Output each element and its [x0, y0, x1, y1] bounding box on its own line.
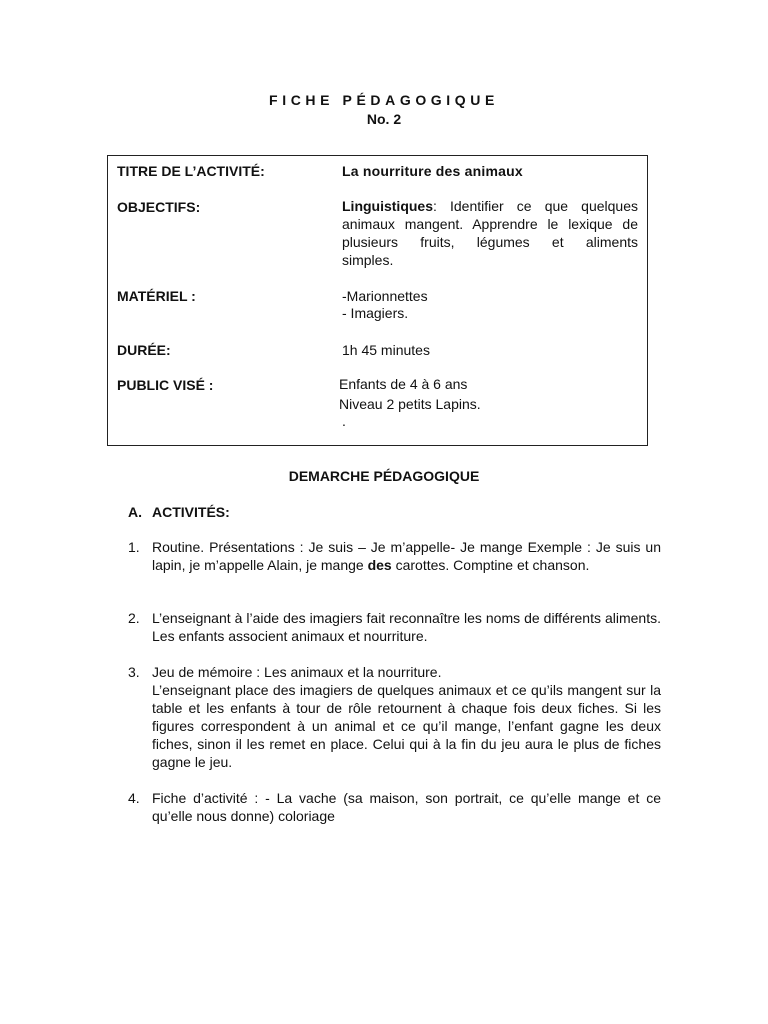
objectifs-bold: Linguistiques [342, 198, 433, 214]
list-item-3 [128, 663, 661, 771]
section-a-heading [128, 503, 230, 521]
item-1-bold: des [367, 557, 392, 573]
section-a-label: ACTIVITÉS: [152, 504, 230, 520]
objectifs-text-1: : Identifier ce que quelques [433, 198, 638, 214]
list-item-4 [128, 789, 661, 825]
public-line-2: Niveau 2 petits Lapins. [339, 396, 481, 412]
item-4-text: Fiche d’activité : - La vache (sa maison, son portrait, ce qu’elle mange et ce qu’elle nous donne) coloriage [152, 790, 661, 824]
list-item-1 [128, 538, 661, 574]
item-1-pre: Routine. Présentations : Je suis – Je m’appelle- Je mange Exemple : Je suis un lapin, je m’appelle Alain, je mange [152, 539, 661, 573]
public-line-1: Enfants de 4 à 6 ans [339, 376, 468, 392]
objectifs-line-2: animaux mangent. Apprendre le lexique de [342, 216, 638, 232]
objectifs-label: OBJECTIFS: [117, 199, 201, 215]
demarche-title: DEMARCHE PÉDAGOGIQUE [288, 468, 480, 484]
item-3-number: 3. [128, 664, 140, 680]
public-line-3: . [342, 413, 346, 429]
section-a-letter: A. [128, 504, 142, 520]
titre-label: TITRE DE L’ACTIVITÉ: [117, 163, 265, 179]
objectifs-line-3: plusieurs fruits, légumes et aliments [342, 234, 638, 250]
duree-value: 1h 45 minutes [342, 342, 430, 358]
document-number: No. 2 [366, 111, 402, 127]
item-3-text [152, 663, 661, 771]
public-label: PUBLIC VISÉ : [117, 377, 214, 393]
objectifs-line-4: simples. [342, 252, 394, 268]
titre-value: La nourriture des animaux [342, 163, 523, 179]
materiel-line-1: -Marionnettes [342, 288, 428, 304]
item-1-post: carottes. Comptine et chanson. [391, 557, 590, 573]
item-3-paragraph: L’enseignant place des imagiers de quelques animaux et ce qu’ils mangent sur la table et les enfants à tour de rôle retournent à chaque fois deux fiches. Si les figures correspondent à un animal et ce qu’il mange, l’enfant gagne les deux fiches, sinon il les remet en place. Celui qui à la fin du jeu aura le plus de fiches gagne le jeu. [152, 682, 661, 770]
item-1-number: 1. [128, 539, 140, 555]
objectifs-line-1 [342, 197, 638, 215]
materiel-label: MATÉRIEL : [117, 288, 196, 304]
item-4-number: 4. [128, 790, 140, 806]
item-3-line-1: Jeu de mémoire : Les animaux et la nourriture. [152, 664, 442, 680]
item-2-text: L’enseignant à l’aide des imagiers fait reconnaître les noms de différents aliments. Les enfants associent animaux et nourriture. [152, 610, 661, 644]
document-title: FICHE PÉDAGOGIQUE [269, 92, 499, 108]
list-item-2 [128, 609, 661, 645]
item-2-number: 2. [128, 610, 140, 626]
materiel-line-2: - Imagiers. [342, 305, 409, 321]
item-1-text [152, 538, 661, 574]
duree-label: DURÉE: [117, 342, 171, 358]
